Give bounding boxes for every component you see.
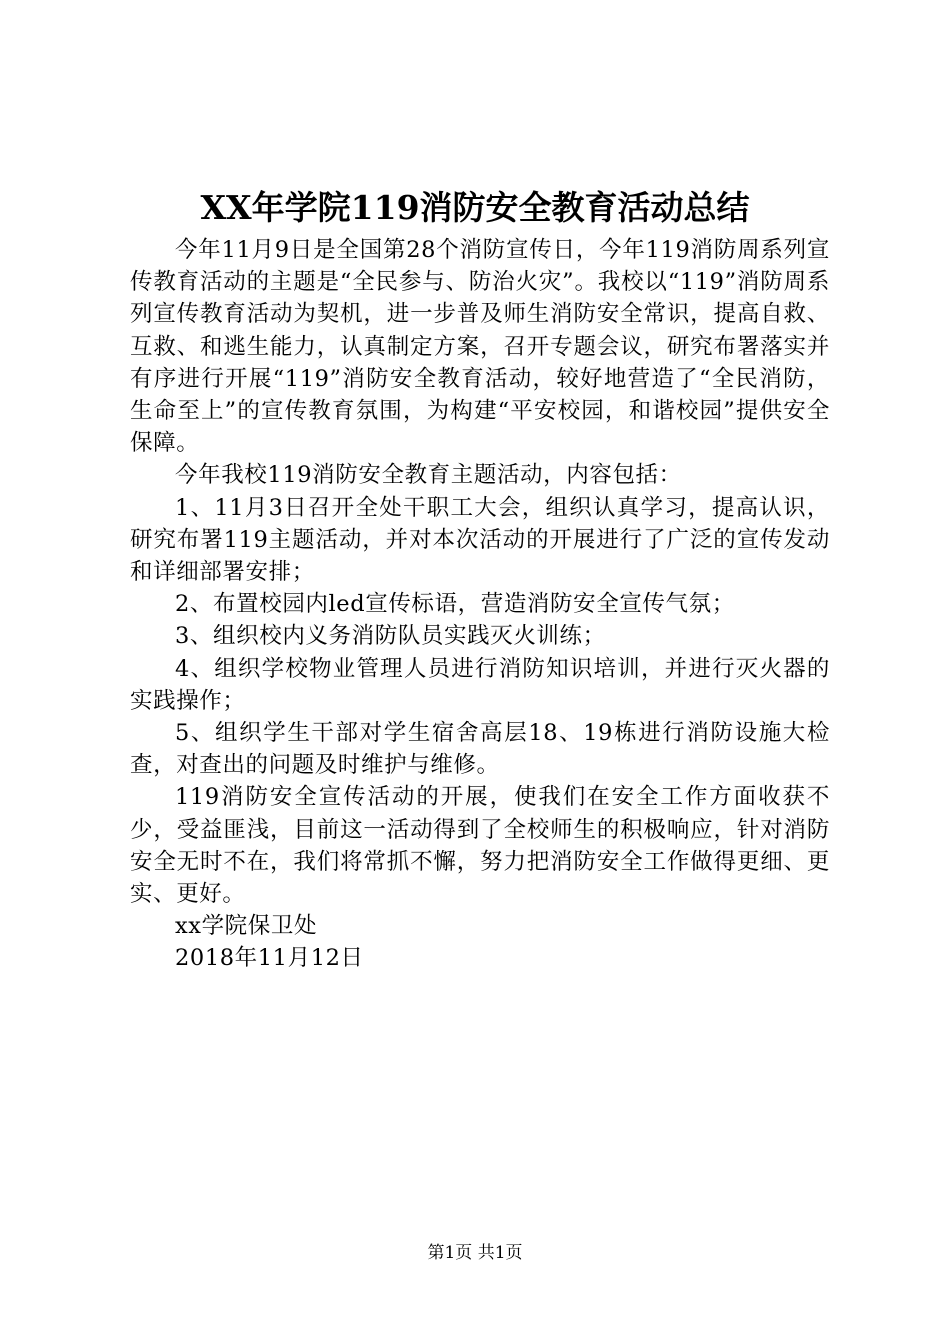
signature: xx学院保卫处 — [175, 913, 318, 940]
list-item-2: 2、布置校园内led宣传标语，营造消防安全宣传气氛； — [175, 591, 735, 618]
page-number: 第1页 共1页 — [427, 1243, 523, 1263]
document-date: 2018年11月12日 — [175, 945, 364, 972]
paragraph-conclusion: 119消防安全宣传活动的开展，使我们在安全工作方面收获不少，受益匪浅，目前这一活动得到了全校师生的积极响应，针对消防安全无时不在，我们将常抓不懈，努力把消防安全工作做得更细、更实、更好。 — [130, 784, 830, 908]
list-item-1: 1、11月3日召开全处干职工大会，组织认真学习，提高认识，研究布署119主题活动，并对本次活动的开展进行了广泛的宣传发动和详细部署安排； — [130, 494, 830, 586]
paragraph-intro: 今年11月9日是全国第28个消防宣传日，今年119消防周系列宣传教育活动的主题是“全民参与、防治火灾”。我校以“119”消防周系列宣传教育活动为契机，进一步普及师生消防安全常识，提高自救、互救、和逃生能力，认真制定方案，召开专题会议，研究布署落实并有序进行开展“119”消防安全教育活动，较好地营造了“全民消防，生命至上”的宣传教育氛围，为构建“平安校园，和谐校园”提供安全保障。 — [130, 237, 830, 457]
list-item-3: 3、组织校内义务消防队员实践灭火训练； — [175, 623, 606, 650]
list-item-5: 5、组织学生干部对学生宿舍高层18、19栋进行消防设施大检查，对查出的问题及时维护与维修。 — [130, 720, 830, 779]
paragraph-content-intro: 今年我校119消防安全教育主题活动，内容包括： — [175, 462, 682, 489]
document-title: XX年学院119消防安全教育活动总结 — [200, 188, 750, 227]
document-body — [130, 234, 830, 975]
list-item-4: 4、组织学校物业管理人员进行消防知识培训，并进行灭火器的实践操作； — [130, 655, 830, 714]
